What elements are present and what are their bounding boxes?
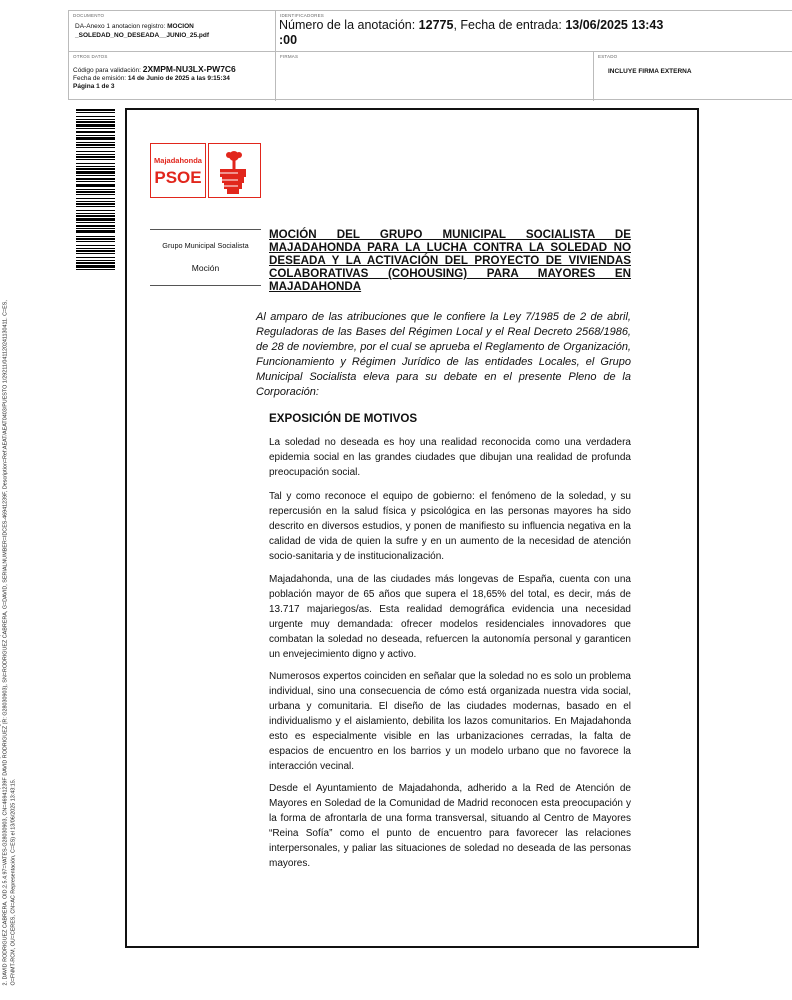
logo-party-text: PSOE <box>154 168 202 187</box>
otros-datos-cell <box>69 52 276 101</box>
barcode-bar <box>76 270 115 272</box>
anotacion-text: Número de la anotación: 12775, Fecha de entrada: 13/06/2025 13:43 :00 <box>279 18 664 47</box>
body-paragraph: Desde el Ayuntamiento de Majadahonda, adherido a la Red de Atención de Mayores en Soledad de la Comunidad de Madrid reconocen esta preocupación y la forma de afrontarla de una forma transversal, situando al Centro de Mayores “Reina Sofía” como el punto de encuentro para favorecer las relaciones interpersonales, y paliar las situaciones de soledad no deseada de las personas mayores. <box>269 783 631 869</box>
firmas-label: FIRMAS <box>280 54 299 59</box>
document-header <box>68 10 792 100</box>
identificadores-label: IDENTIFICADORES <box>280 13 325 18</box>
verification-vertical-text: 2. DAVID RODRIGUEZ CABRERA. OID.2.5.4.97=VATES-G28030903, CN=46941239F DAVID RODRIGUEZ (R: G28030903), SN=RODRIGUEZ CABRERA, G=DAVID, SERIALNUMBER=IDCES-46941239F, Description=Ref:AEAT/AEAT0403/PUESTO 1/29211/041120241130411. C=ES, O=FNMT-RCM, OU=CERES, CN=AC Representación, C=ES) el 13/06/2025 13:43:15. <box>2 300 17 986</box>
barcode <box>76 109 115 273</box>
firmas-cell <box>276 52 594 101</box>
logo-city-text: Majadahonda <box>154 156 202 165</box>
motion-title: MOCIÓN DEL GRUPO MUNICIPAL SOCIALISTA DE MAJADAHONDA PARA LA LUCHA CONTRA LA SOLEDAD NO DESEADA Y LA ACTIVACIÓN DEL PROYECTO DE VIVIENDAS COLABORATIVAS (COHOUSING) PARA MAYORES EN MAJADAHONDA <box>269 228 631 293</box>
side-document-type: Moción <box>191 263 220 273</box>
estado-cell <box>594 52 792 101</box>
estado-label: ESTADO <box>598 54 618 59</box>
side-rule-top <box>150 229 261 230</box>
estado-value: INCLUYE FIRMA EXTERNA <box>608 68 692 75</box>
body-paragraph: Majadahonda, una de las ciudades más longevas de España, cuenta con una población mayor de 65 años que supera el 18,65% del total, es decir, más de 13.717 majariegos/as. Esta realidad demográfica evidencia una necesidad urgente muy demandada: ofrecer modelos residenciales innovadores que combatan la soledad no deseada, refuercen la autonomía personal y garanticen un envejecimiento digno y activo. <box>269 574 631 660</box>
otros-datos-label: OTROS DATOS <box>73 54 108 59</box>
codigo-validacion[interactable]: 2XMPM-NU3LX-PW7C6 <box>142 64 236 74</box>
side-group-name: Grupo Municipal Socialista <box>162 241 249 250</box>
documento-label: DOCUMENTO <box>73 13 105 18</box>
page-number: Página 1 de 3 <box>73 83 115 90</box>
section-title: EXPOSICIÓN DE MOTIVOS <box>269 412 418 425</box>
documento-name: DA-Anexo 1 anotacion registro: MOCION _SOLEDAD_NO_DESEADA__JUNIO_25.pdf <box>75 23 210 39</box>
body-paragraph: Tal y como reconoce el equipo de gobierno: el fenómeno de la soledad, y su repercusión en la salud física y psicológica en las personas mayores ha sido descrito en diversos estudios, y ponen de manifiesto su influencia negativa en la calidad de vida de quien la sufre y en un aumento de la necesidad de atención socio-sanitaria y de institucionalización. <box>269 491 631 562</box>
body-paragraph: Numerosos expertos coinciden en señalar que la soledad no es solo un problema individual, sino una consecuencia de cómo está organizada nuestra vida social, urbana y comunitaria. El diseño de las ciudades modernas, basado en el individualismo y el aislamiento, debilita los lazos comunitarios. En Majadahonda esto es especialmente visible en las urbanizaciones cerradas, la falta de espacios de encuentro en los barrios y un modelo urbano que no favorece la interacción vecinal. <box>269 671 631 772</box>
documento-cell <box>69 11 276 52</box>
side-rule-bottom <box>150 285 261 286</box>
otros-datos: Código para validación: 2XMPM-NU3LX-PW7C6 Fecha de emisión: 14 de Junio de 2025 a las 9:15:34 Página 1 de 3 <box>73 64 236 90</box>
body-paragraph: La soledad no deseada es hoy una realidad reconocida como una verdadera epidemia social en las grandes ciudades que dibujan una realidad de profunda preocupación social. <box>269 437 631 478</box>
psoe-majadahonda-logo <box>150 143 261 198</box>
identificadores-cell <box>276 11 792 52</box>
intro-paragraph: Al amparo de las atribuciones que le confiere la Ley 7/1985 de 2 de abril, Reguladoras de las Bases del Régimen Local y el Real Decreto 2568/1986, de 28 de noviembre, por el cual se aprueba el Reglamento de Organización, Funcionamiento y Régimen Jurídico de las entidades Locales, el Grupo Municipal Socialista eleva para su debate en el presente Pleno de la Corporación: <box>256 311 631 398</box>
